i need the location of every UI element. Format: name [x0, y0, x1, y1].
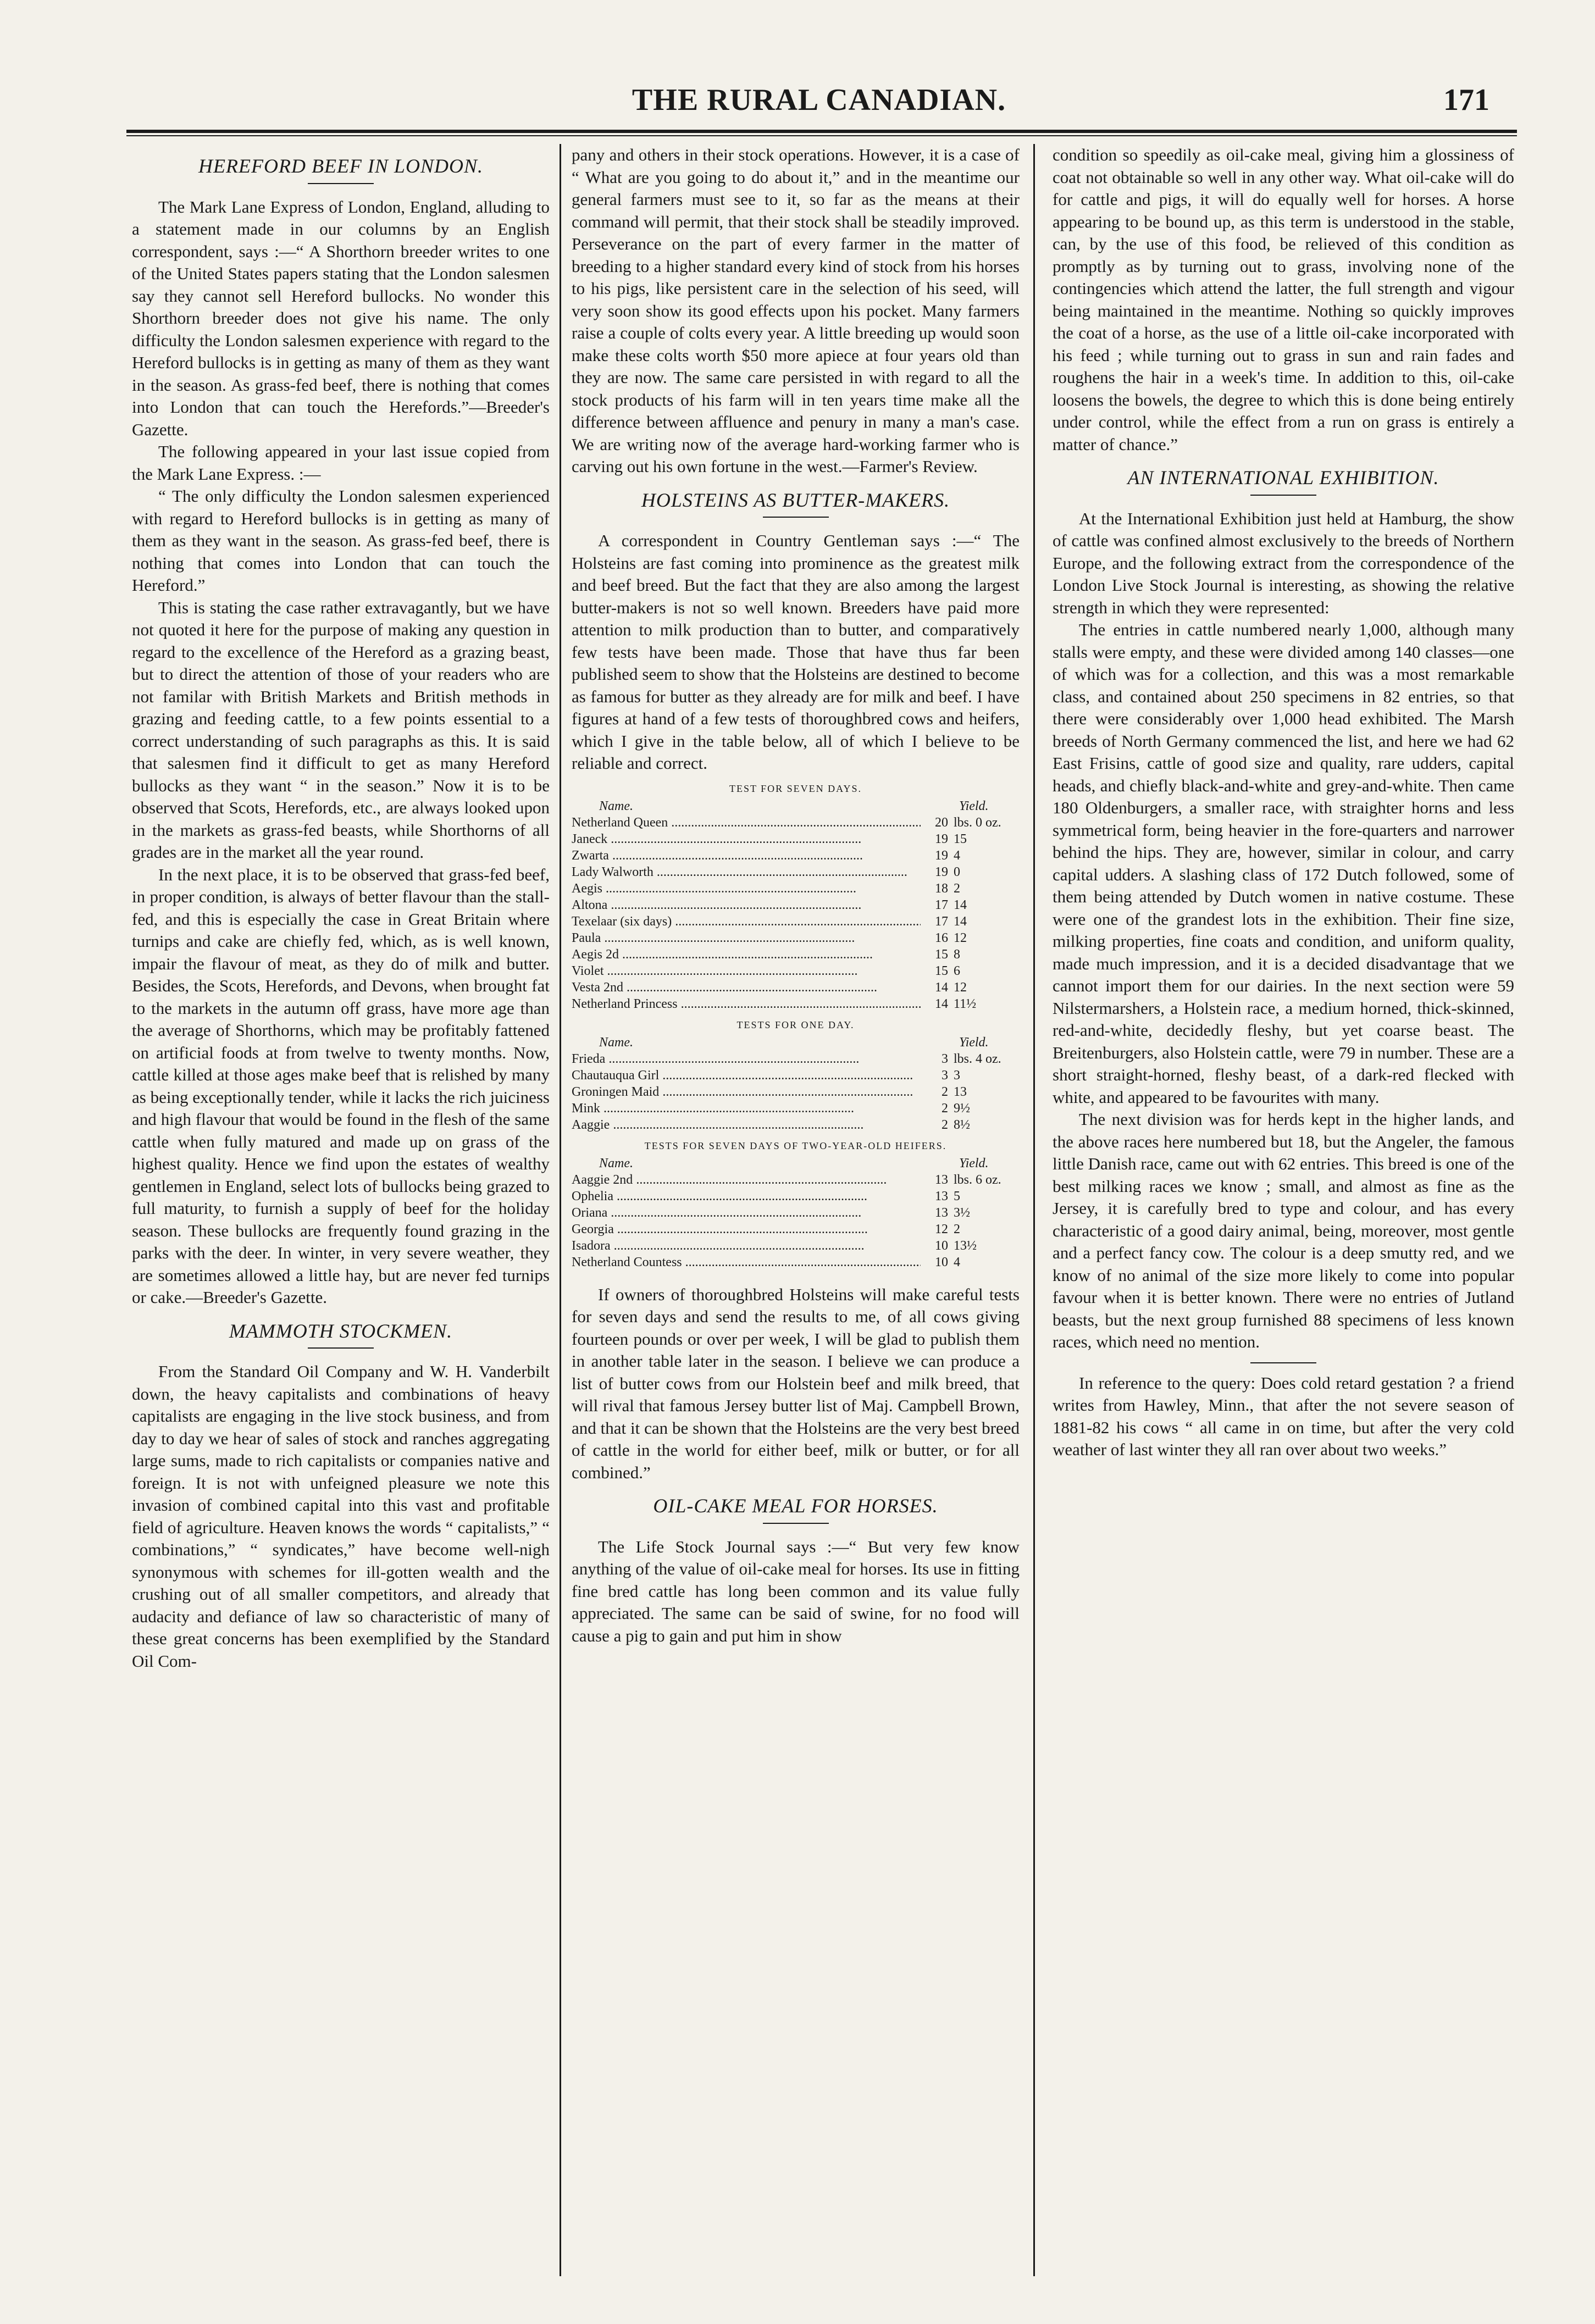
title-rule	[1250, 495, 1316, 496]
table-row	[572, 814, 1020, 831]
yield-lbs-cell: 14	[935, 980, 948, 995]
yield-oz-cell: 11½	[954, 996, 977, 1011]
yield-oz-cell: 3½	[954, 1205, 970, 1220]
yield-lbs-cell: 19	[935, 864, 948, 879]
article-title-mammoth: MAMMOTH STOCKMEN.	[229, 1319, 453, 1342]
table-row	[572, 864, 1020, 880]
cow-name-cell: Oriana .....	[572, 1205, 921, 1221]
table-row	[572, 1188, 1020, 1205]
table-row	[572, 913, 1020, 930]
table-body	[572, 814, 1020, 1012]
table-row	[572, 1238, 1020, 1254]
column-2	[572, 144, 1020, 2282]
table-row	[572, 847, 1020, 864]
cow-name-cell: Lady Walworth .....	[572, 864, 921, 880]
yield-oz-cell: 14	[954, 914, 967, 929]
yield-oz-cell: 15	[954, 831, 967, 846]
cow-name-cell: Altona .....	[572, 897, 921, 913]
cow-name-cell: Paula .....	[572, 930, 921, 946]
title-rule	[763, 1523, 829, 1524]
paragraph: This is stating the case rather extravagantly, but we have not quoted it here for the purpose of making any question in regard to the excellence of the Hereford as a grazing beast, but to direct the attention of those of your readers who are not familar with British Markets and British methods in grazing and feeding cattle, to a few points essential to a correct understanding of such paragraphs as this. It is said that salesmen find it difficult to get as many Hereford bullocks as they want “ in the season.” Now it is to be observed that Scots, Herefords, etc., are always looked upon in the markets as grass-fed beasts, while Shorthorns of all grades are in the market all the year round.	[132, 597, 550, 862]
yield-lbs-cell: 14	[935, 996, 948, 1011]
yield-lbs-cell: 2	[942, 1084, 948, 1099]
table-row	[572, 979, 1020, 996]
yield-lbs-cell: 2	[942, 1101, 948, 1116]
yield-oz-cell: 8	[954, 947, 960, 962]
paragraph: In reference to the query: Does cold retard gestation ? a friend writes from Hawley, Minn., that after the not severe season of 1881-82 his cows “ all came in on time, but after the very cold weather of last winter they all ran over about two weeks.”	[1053, 1373, 1514, 1459]
cow-name-cell: Aegis 2d .....	[572, 946, 921, 963]
cow-name-cell: Mink .....	[572, 1100, 921, 1117]
table-header	[572, 1034, 1020, 1051]
table-row	[572, 996, 1020, 1012]
yield-lbs-cell: 16	[935, 930, 948, 945]
paragraph: The Life Stock Journal says :—“ But very few know anything of the value of oil-cake meal for horses. Its use in fitting fine bred cattle has long been common and its value fully appreciated. The same can be said of swine, for no food will cause a pig to gain and put him in show	[572, 1537, 1020, 1645]
name-header: Name.	[599, 1156, 633, 1171]
cow-name-cell: Aaggie .....	[572, 1117, 921, 1133]
name-header: Name.	[599, 1035, 633, 1050]
yield-lbs-cell: 15	[935, 963, 948, 978]
table-row	[572, 1172, 1020, 1188]
yield-lbs-cell: 13	[935, 1189, 948, 1203]
yield-oz-cell: 4	[954, 1255, 960, 1269]
title-rule	[308, 183, 374, 184]
butter-test-tables	[572, 780, 1020, 1271]
article-title-oilcake: OIL-CAKE MEAL FOR HORSES.	[653, 1495, 938, 1517]
table-body	[572, 1051, 1020, 1133]
yield-oz-cell: 12	[954, 930, 967, 945]
yield-oz-cell: 2	[954, 1222, 960, 1236]
table-row	[572, 1221, 1020, 1238]
yield-lbs-cell: 17	[935, 914, 948, 929]
table-row	[572, 946, 1020, 963]
yield-oz-cell: 5	[954, 1189, 960, 1203]
yield-oz-cell: lbs. 4 oz.	[954, 1051, 1001, 1066]
yield-oz-cell: 13½	[954, 1238, 977, 1253]
paragraph: The Mark Lane Express of London, England, alluding to a statement made in our columns by an English correspondent, says :—“ A Shorthorn breeder writes to one of the United States papers stating that the London salesmen say they cannot sell Hereford bullocks. No wonder this Shorthorn breeder does not give his name. The only difficulty the London salesmen experience with regard to the Hereford bullocks is in getting as many of them as they want in the season. As grass-fed beef, there is nothing that comes into London that can touch the Herefords.”—Breeder's Gazette.	[132, 197, 550, 439]
paragraph: condition so speedily as oil-cake meal, giving him a glossiness of coat not obtainable so well in any other way. What oil-cake will do for cattle and pigs, it will do equally well for horses. A horse appearing to be bound up, as this term is understood in the stable, can, by the use of this food, be relieved of this condition as promptly as by turning out to grass, involving none of the contingencies which attend the latter, the full strength and vigour being maintained in the meantime. Nothing so quickly improves the coat of a horse, as the use of a little oil-cake incorporated with his feed ; while turning out to grass in sun and rain fades and roughens the hair in a week's time. In addition to this, oil-cake loosens the bowels, the degree to which this is done being entirely under control, while the effect from a run on grass is entirely a matter of chance.”	[1053, 145, 1514, 454]
yield-oz-cell: 8½	[954, 1117, 970, 1132]
yield-oz-cell: 12	[954, 980, 967, 995]
paragraph: “ The only difficulty the London salesmen experienced with regard to Hereford bullocks is in getting as many of them as they want in the season. As grass-fed beef, there is nothing that comes into London that can touch the Hereford.”	[132, 486, 550, 595]
table-body	[572, 1172, 1020, 1271]
yield-lbs-cell: 18	[935, 881, 948, 896]
paragraph: The entries in cattle numbered nearly 1,000, although many stalls were empty, and these were divided among 140 classes—one of which was for a collection, and this was a most remarkable class, and contained about 250 specimens in 82 entries, so that there were considerably over 1,000 head exhibited. The Marsh breeds of North Germany commenced the list, and here we had 62 East Frisins, cattle of good size and quality, rare udders, capital heads, and chiefly black-and-white and grey-and-white. Then came 180 Oldenburgers, a smaller race, with straighter horns and less symmetrical form, being heavier in the fore-quarters and narrower behind the hips. They are, however, similar in colour, and carry capital udders. A slashing class of 172 Dutch followed, some of them being attended by Dutch women in native costume. These were one of the grandest lots in the exhibition. Their fine size, milking properties, fine coats and condition, and uniform quality, made much impression, and it is a decided disadvantage that we cannot import them for our dairies. In the next section were 59 Nilstermarshers, a Holstein race, a medium horned, thick-skinned, red-and-white, decidedly fleshy, but yet coarse beast. The Breitenburgers, also Holstein cattle, were 79 in number. These are a short straight-horned, fleshy beast, of a dark-red flecked with white, and appeared to be favourites with many.	[1053, 620, 1514, 1107]
paragraph: From the Standard Oil Company and W. H. Vanderbilt down, the heavy capitalists and combinations of heavy capitalists are engaging in the live stock business, and from day to day we hear of sales of stock and ranches aggregating large sums, made to rich capitalists or companies native and foreign. It is not with unfeigned pleasure we note this invasion of combined capital into this vast and profitable field of agriculture. Heaven knows the words “ capitalists,” “ combinations,” “ syndicates,” have become well-nigh synonymous with schemes for ill-gotten wealth and the crushing out of all smaller competitors, and already that audacity and defiance of law so characteristic of many of these great concerns has been exemplified by the Standard Oil Com-	[132, 1362, 550, 1671]
paragraph: At the International Exhibition just held at Hamburg, the show of cattle was confined almost exclusively to the breeds of Northern Europe, and the following extract from the correspondence of the London Live Stock Journal is interesting, as showing the relative strength in which they were represented:	[1053, 508, 1514, 617]
article-title-holsteins: HOLSTEINS AS BUTTER-MAKERS.	[641, 489, 950, 511]
yield-header: Yield.	[959, 798, 989, 813]
cow-name-cell: Ophelia .....	[572, 1188, 921, 1205]
yield-oz-cell: 0	[954, 864, 960, 879]
column-divider-2	[1033, 144, 1035, 2276]
yield-lbs-cell: 3	[942, 1068, 948, 1083]
cow-name-cell: Netherland Countess .....	[572, 1254, 921, 1271]
table-row	[572, 1067, 1020, 1084]
yield-oz-cell: 2	[954, 881, 960, 896]
table-row	[572, 1117, 1020, 1133]
table-caption: TEST FOR SEVEN DAYS.	[729, 783, 862, 794]
page-number: 171	[1443, 83, 1489, 117]
yield-oz-cell: 14	[954, 897, 967, 912]
section-rule	[1250, 1362, 1316, 1363]
table-header	[572, 1155, 1020, 1172]
column-3	[1053, 144, 1514, 2282]
yield-oz-cell: lbs. 0 oz.	[954, 815, 1001, 830]
cow-name-cell: Netherland Princess .....	[572, 996, 921, 1012]
yield-header: Yield.	[959, 1156, 989, 1171]
table-row	[572, 1254, 1020, 1271]
page-header	[132, 82, 1506, 126]
table-row	[572, 897, 1020, 913]
table-row	[572, 880, 1020, 897]
yield-lbs-cell: 20	[935, 815, 948, 830]
name-header: Name.	[599, 798, 633, 813]
yield-oz-cell: 6	[954, 963, 960, 978]
header-rule-thin	[126, 135, 1517, 136]
table-row	[572, 930, 1020, 946]
yield-lbs-cell: 19	[935, 848, 948, 863]
yield-oz-cell: 3	[954, 1068, 960, 1083]
yield-lbs-cell: 2	[942, 1117, 948, 1132]
title-rule	[763, 517, 829, 518]
yield-lbs-cell: 12	[935, 1222, 948, 1236]
cow-name-cell: Janeck .....	[572, 831, 921, 847]
cow-name-cell: Aegis .....	[572, 880, 921, 897]
article-title-hereford: HEREFORD BEEF IN LONDON.	[198, 155, 483, 177]
yield-lbs-cell: 19	[935, 831, 948, 846]
header-rule-thick	[126, 130, 1517, 133]
cow-name-cell: Texelaar (six days) .....	[572, 913, 921, 930]
yield-lbs-cell: 15	[935, 947, 948, 962]
yield-lbs-cell: 13	[935, 1205, 948, 1220]
yield-header: Yield.	[959, 1035, 989, 1050]
paragraph: The following appeared in your last issue copied from the Mark Lane Express. :—	[132, 442, 550, 484]
cow-name-cell: Violet .....	[572, 963, 921, 979]
paragraph: pany and others in their stock operations. However, it is a case of “ What are you going to do about it,” and in the meantime our general farmers must see to it, so far as the means at their command will permit, that their stock shall be steadily improved. Perseverance on the part of every farmer in the matter of breeding to a higher standard every kind of stock from his horses to his pigs, like persistent care in the selection of his seed, will very soon show its good effects upon his pocket. Many farmers raise a couple of colts every year. A little breeding up would soon make these colts worth $50 more apiece at four years old than they are now. The same care persisted in with regard to all the stock products of his farm will in ten years time make all the difference between affluence and penury in many a man's case. We are writing now of the average hard-working farmer who is carving out his own fortune in the west.—Farmer's Review.	[572, 145, 1020, 476]
cow-name-cell: Netherland Queen .....	[572, 814, 921, 831]
table-caption: TESTS FOR SEVEN DAYS OF TWO-YEAR-OLD HEIFERS.	[644, 1140, 947, 1151]
yield-oz-cell: 13	[954, 1084, 967, 1099]
table-row	[572, 1205, 1020, 1221]
paragraph: The next division was for herds kept in the higher lands, and the above races here numbered but 18, but the Angeler, the famous little Danish race, came out with 62 entries. This breed is one of the best milking races we know ; small, and almost as fine as the Jersey, it is carefully bred to type and colour, and has every characteristic of a good dairy animal, being, moreover, most gentle and a perfect fancy cow. The colour is a deep smutty red, and we know of no animal of the size more likely to come into popular favour when it is better known. There were no entries of Jutland beasts, but the next group furnished 88 specimens of less known races, which need no mention.	[1053, 1110, 1514, 1351]
yield-lbs-cell: 10	[935, 1238, 948, 1253]
cow-name-cell: Frieda .....	[572, 1051, 921, 1067]
paragraph: If owners of thoroughbred Holsteins will make careful tests for seven days and send the results to me, of all cows giving fourteen pounds or over per week, I will be glad to publish them in another table later in the season. I believe we can produce a list of butter cows from our Holstein beef and milk breed, that will rival that famous Jersey butter list of Maj. Campbell Brown, and that it can be shown that the Holsteins are the very best breed of cattle in the world for either beef, milk or butter, or for all combined.”	[572, 1284, 1020, 1482]
cow-name-cell: Zwarta .....	[572, 847, 921, 864]
column-1	[132, 144, 550, 2282]
yield-oz-cell: 4	[954, 848, 960, 863]
paragraph: A correspondent in Country Gentleman says :—“ The Holsteins are fast coming into prominence as the greatest milk and beef breed. But the fact that they are also among the largest butter-makers is not so well known. Breeders have paid more attention to milk production than to butter, and comparatively few tests have been made. Those that have thus far been published seem to show that the Holsteins are destined to become as famous for butter as they already are for milk and beef. I have figures at hand of a few tests of thoroughbred cows and heifers, which I give in the table below, all of which I believe to be reliable and correct.	[572, 531, 1020, 773]
cow-name-cell: Chautauqua Girl .....	[572, 1067, 921, 1084]
table-row	[572, 1051, 1020, 1067]
article-title-exhibition: AN INTERNATIONAL EXHIBITION.	[1127, 467, 1439, 489]
cow-name-cell: Vesta 2nd .....	[572, 979, 921, 996]
cow-name-cell: Isadora .....	[572, 1238, 921, 1254]
yield-lbs-cell: 3	[942, 1051, 948, 1066]
cow-name-cell: Aaggie 2nd .....	[572, 1172, 921, 1188]
yield-oz-cell: lbs. 6 oz.	[954, 1172, 1001, 1187]
yield-lbs-cell: 10	[935, 1255, 948, 1269]
table-row	[572, 963, 1020, 979]
yield-lbs-cell: 17	[935, 897, 948, 912]
title-rule	[308, 1347, 374, 1349]
table-header	[572, 798, 1020, 814]
yield-lbs-cell: 13	[935, 1172, 948, 1187]
table-row	[572, 1084, 1020, 1100]
column-divider-1	[560, 144, 561, 2276]
page-title: THE RURAL CANADIAN.	[632, 83, 1006, 117]
table-row	[572, 1100, 1020, 1117]
cow-name-cell: Groningen Maid .....	[572, 1084, 921, 1100]
paragraph: In the next place, it is to be observed that grass-fed beef, in proper condition, is always of better flavour than the stall-fed, and this is especially the case in Great Britain where turnips and cake are chiefly fed, which, as is well known, impair the flavour of meat, as they do of milk and butter. Besides, the Scots, Herefords, and Devons, when brought fat to the markets in the autumn off grass, have more age than the average of Shorthorns, which may be profitably fattened on artificial foods at from twelve to twenty months. Now, cattle killed at those ages make beef that is relished by many as being exceptionally tender, while it lacks the rich juiciness and high flavour that would be found in the flesh of the same cattle when fully matured and made up on grass of the highest quality. Hence we find upon the estates of wealthy gentlemen in England, select lots of bullocks being grazed to full maturity, to furnish a supply of beef for the holiday season. These bullocks are frequently found grazing in the parks with the deer. In winter, in very severe weather, they are sometimes allowed a little hay, but are never fed turnips or cake.—Breeder's Gazette.	[132, 864, 550, 1307]
cow-name-cell: Georgia .....	[572, 1221, 921, 1238]
table-caption: TESTS FOR ONE DAY.	[736, 1019, 855, 1030]
yield-oz-cell: 9½	[954, 1101, 970, 1116]
table-row	[572, 831, 1020, 847]
